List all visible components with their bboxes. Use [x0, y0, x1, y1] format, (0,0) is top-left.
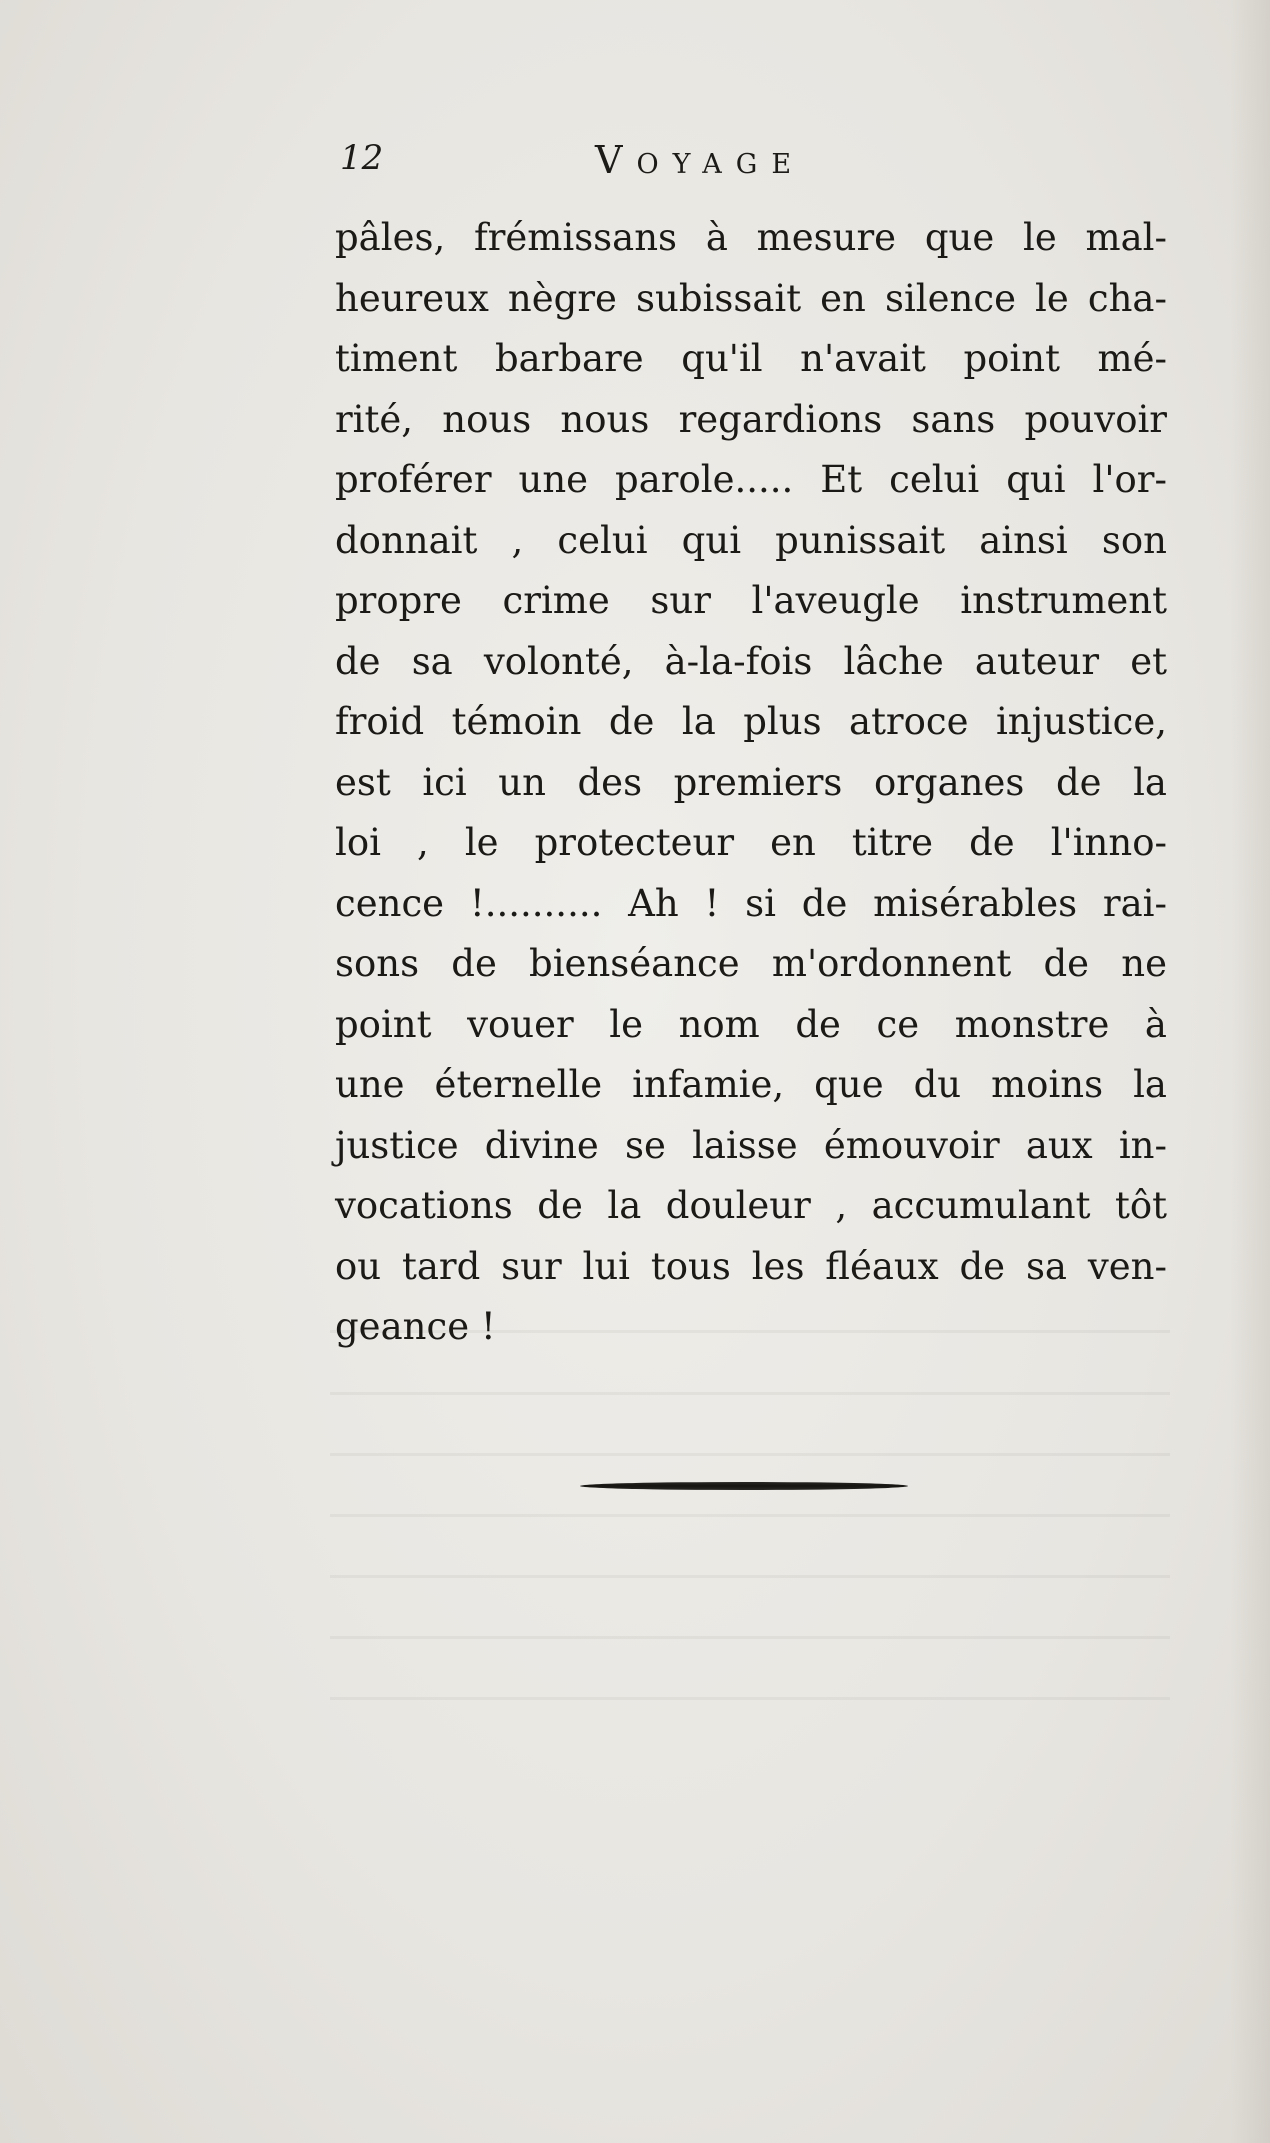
text-line: froid témoin de la plus atroce injustice,	[335, 700, 1167, 743]
section-end-rule	[580, 1482, 908, 1490]
text-line: rité, nous nous regardions sans pouvoir	[335, 397, 1167, 441]
text-line: une éternelle infamie, que du moins la	[335, 1063, 1167, 1106]
show-through-line	[330, 1575, 1170, 1578]
text-line: ou tard sur lui tous les fléaux de sa ven-	[335, 1244, 1167, 1288]
text-line: est ici un des premiers organes de la	[335, 760, 1167, 804]
text-line: point vouer le nom de ce monstre à	[335, 1002, 1167, 1046]
running-title: Voyage	[595, 138, 806, 182]
text-line: donnait , celui qui punissait ainsi son	[335, 518, 1167, 562]
show-through-line	[330, 1392, 1170, 1395]
text-line: geance !	[335, 1305, 496, 1348]
text-line: sons de bienséance m'ordonnent de ne	[335, 942, 1167, 985]
text-line: heureux nègre subissait en silence le cha-	[335, 276, 1167, 320]
text-line: loi , le protecteur en titre de l'inno-	[335, 821, 1167, 864]
show-through-line	[330, 1697, 1170, 1700]
text-line: proférer une parole..... Et celui qui l'or-	[335, 458, 1167, 501]
text-line: cence !.......... Ah ! si de misérables rai-	[335, 881, 1167, 925]
running-header	[340, 138, 1170, 188]
text-line: pâles, frémissans à mesure que le mal-	[335, 216, 1167, 259]
text-line: vocations de la douleur , accumulant tôt	[335, 1184, 1167, 1227]
show-through-line	[330, 1453, 1170, 1456]
text-line: de sa volonté, à-la-fois lâche auteur et	[335, 639, 1167, 683]
show-through-line	[330, 1636, 1170, 1639]
text-line: justice divine se laisse émouvoir aux in-	[335, 1123, 1167, 1167]
text-line: propre crime sur l'aveugle instrument	[335, 579, 1167, 622]
text-line: timent barbare qu'il n'avait point mé-	[335, 337, 1167, 380]
page-edge-shadow	[1230, 0, 1270, 2143]
show-through-line	[330, 1514, 1170, 1517]
page-number: 12	[340, 138, 384, 178]
body-text	[335, 208, 1167, 1358]
